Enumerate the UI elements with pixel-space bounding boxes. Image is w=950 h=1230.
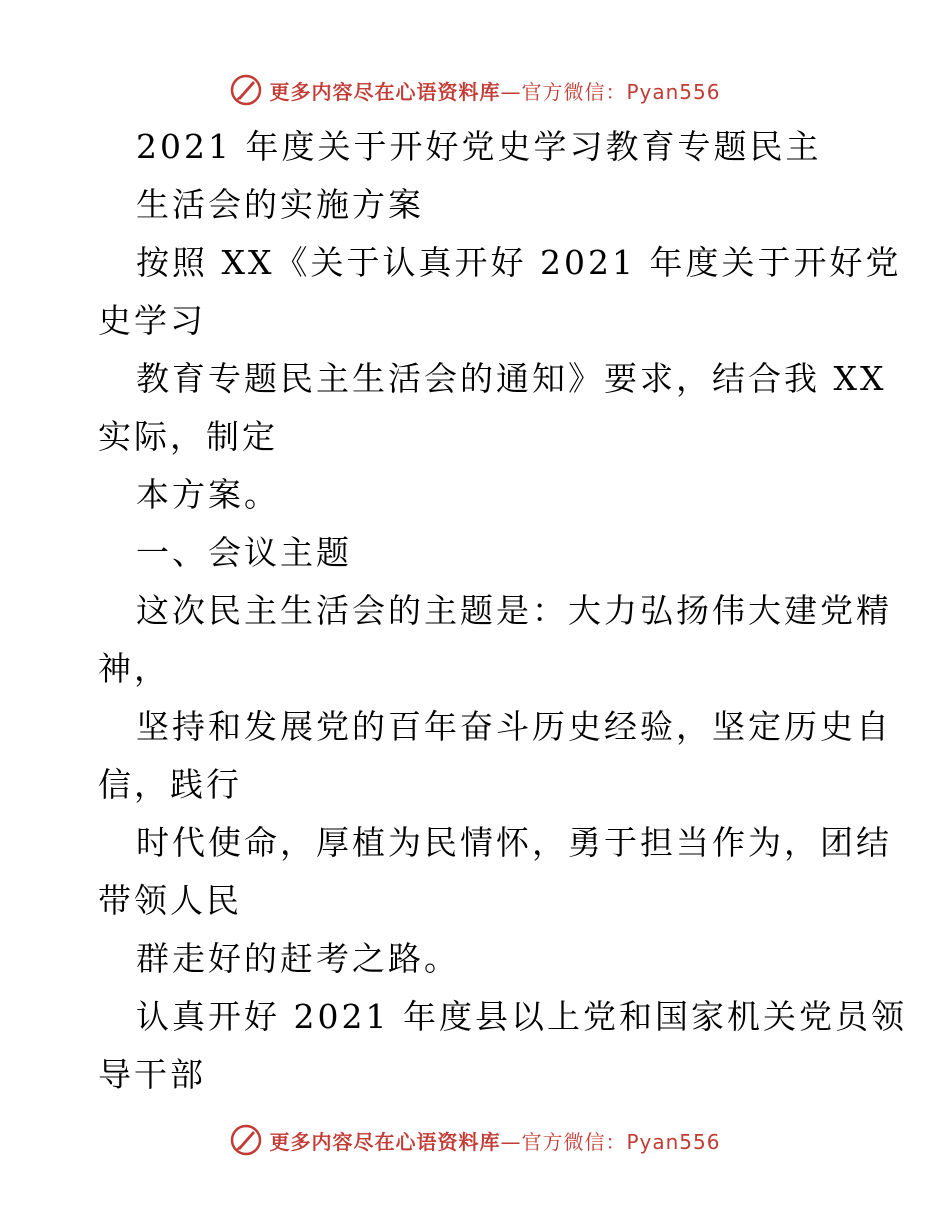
watermark-separator: — [500, 79, 522, 104]
text-line: 坚持和发展党的百年奋斗历史经验，坚定历史自 [136, 707, 892, 746]
text-line: 导干部 [98, 1055, 206, 1094]
text-line: 带领人民 [98, 881, 242, 920]
watermark-brand: 更多内容尽在心语资料库 [269, 1129, 501, 1154]
watermark-contact: 官方微信：Pyan556 [521, 79, 721, 104]
text-line: 一、会议主题 [136, 533, 352, 572]
quill-logo-icon [229, 1123, 263, 1157]
text-line: 时代使命，厚植为民情怀，勇于担当作为，团结 [136, 823, 892, 862]
text-line: 2021 年度关于开好党史学习教育专题民主 [136, 127, 822, 166]
text-line: 史学习 [98, 301, 206, 340]
text-line: 本方案。 [136, 475, 280, 514]
watermark-brand: 更多内容尽在心语资料库 [269, 79, 501, 104]
text-line: 实际，制定 [98, 417, 278, 456]
text-line: 群走好的赶考之路。 [136, 939, 460, 978]
watermark-text [269, 1126, 720, 1155]
text-line: 生活会的实施方案 [136, 185, 424, 224]
quill-logo-icon [229, 73, 263, 107]
text-line: 认真开好 2021 年度县以上党和国家机关党员领 [136, 997, 907, 1036]
watermark-contact: 官方微信：Pyan556 [521, 1129, 721, 1154]
watermark-separator: — [500, 1129, 522, 1154]
text-line: 按照 XX《关于认真开好 2021 年度关于开好党 [136, 243, 902, 282]
text-line: 教育专题民主生活会的通知》要求，结合我 XX [136, 359, 887, 398]
text-line: 神， [98, 649, 170, 688]
footer-watermark [0, 1120, 950, 1160]
text-line: 信，践行 [98, 765, 242, 804]
text-line: 这次民主生活会的主题是：大力弘扬伟大建党精 [136, 591, 892, 630]
document-body [98, 118, 907, 1104]
header-watermark [0, 70, 950, 110]
watermark-text [269, 76, 720, 105]
